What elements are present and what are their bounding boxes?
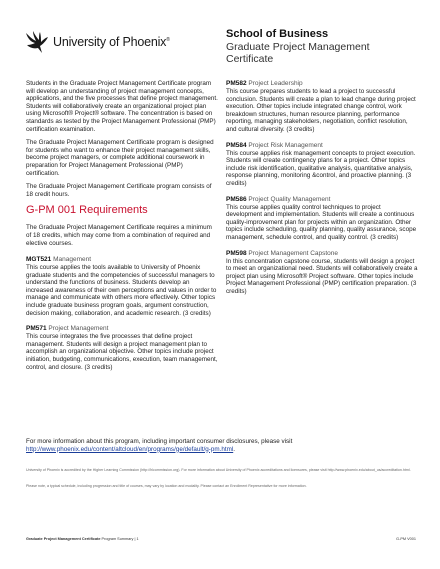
course-code: MGT521 xyxy=(26,256,52,264)
intro-paragraph-3: The Graduate Project Management Certificate program consists of 18 credit hours. xyxy=(26,183,212,198)
course-name: Project Quality Management xyxy=(248,195,331,203)
course-name: Project Management xyxy=(48,325,109,333)
course-name: Project Leadership xyxy=(248,80,303,87)
school-name: School of Business xyxy=(226,28,329,40)
logo-wordmark: University of Phoenix® xyxy=(53,35,170,49)
course-code: PM582 xyxy=(226,80,247,87)
course-title xyxy=(26,256,218,264)
course-title xyxy=(226,250,418,258)
course-title xyxy=(26,325,218,333)
course-mgt521 xyxy=(26,256,218,317)
more-info-text: For more information about this program, including important consumer disclosures, please visit xyxy=(26,438,293,445)
course-pm586 xyxy=(226,196,418,242)
course-pm598 xyxy=(226,250,418,296)
course-description: This course applies quality control techniques to project development and implementation. Students will create a continuous quality-improvement plan for projects within an organization. Other topics include scheduling, quality planning, quality assurance, scope management, schedule control, and quality control. (3 credits) xyxy=(226,203,417,241)
footer-doc-title: Graduate Project Management Certificate xyxy=(26,537,101,541)
course-description: This course applies risk management concepts to project execution. Students will create contingency plans for a project. Other topics include risk identification, qualitative analysis, quantitative analysis, response planning, monitoring &control, and proactive planning. (3 credits) xyxy=(226,149,416,187)
course-code: PM571 xyxy=(26,325,47,333)
university-logo xyxy=(24,28,184,56)
schedule-note: Please note, a typical schedule, including progression and title of courses, may vary by location and modality. Please contact an Enrollment Representative for more information. xyxy=(26,484,307,488)
footer-left xyxy=(26,537,139,542)
course-code: PM586 xyxy=(226,195,247,203)
program-link[interactable]: http://www.phoenix.edu/content/altcloud/en/programs/ge/default/g-pm.html xyxy=(26,445,234,453)
requirements-heading: G-PM 001 Requirements xyxy=(26,204,148,217)
intro-paragraph-1: Students in the Graduate Project Management Certificate program will develop an understanding of project management concepts, applications, and the five processes that define project management. Students will collaboratively create an organizational project plan using Microsoft® Project® software. The concentration is based on standards as tested by the Project Management Professional (PMP) certification examination. xyxy=(26,80,218,133)
document-header xyxy=(226,28,416,65)
course-pm582 xyxy=(226,80,418,134)
course-title xyxy=(226,196,418,204)
course-pm571 xyxy=(26,325,218,371)
course-title xyxy=(226,142,418,150)
phoenix-bird-icon xyxy=(24,29,50,55)
course-name: Project Risk Management xyxy=(248,141,323,149)
footer-doc-code: G-PM V001 xyxy=(396,537,416,541)
footer-doc-subtitle: Program Summary | 1 xyxy=(101,537,139,541)
course-code: PM598 xyxy=(226,249,247,257)
left-column xyxy=(26,80,218,379)
more-info-section xyxy=(26,438,416,453)
accreditation-note: University of Phoenix is accredited by the Higher Learning Commission (http://hlcommission.org). For more information about University of Phoenix accreditations and licensures, please visit http://www.phoenix.edu/about_us/accreditation.html. xyxy=(26,468,411,472)
course-code: PM584 xyxy=(226,141,247,149)
program-title: Graduate Project Management Certificate xyxy=(226,41,370,65)
right-column xyxy=(226,80,418,303)
course-description: This course integrates the five processes that define project management. Students will design a project management plan to accomplish an organizational objective. Other topics include project initiation, budgeting, communications, execution, team management, control, and closure. (3 credits) xyxy=(26,333,218,371)
requirements-paragraph: The Graduate Project Management Certificate requires a minimum of 18 credits, which may come from a combination of required and elective courses. xyxy=(26,224,212,247)
intro-paragraph-2: The Graduate Project Management Certificate program is designed for students who want to enhance their project management skills, become project managers, or complete additional coursework in preparation for Project Management Professional (PMP) certification. xyxy=(26,139,214,177)
more-info-period: . xyxy=(233,445,235,453)
course-description: In this concentration capstone course, students will design a project to meet an organizational need. Students will collaboratively create a project plan using Microsoft® Project software. Other topics include Project Management Professional (PMP) certification preparation. (3 credits) xyxy=(226,257,418,295)
course-description: This course applies the tools available to University of Phoenix graduate students and the competencies of successful managers to understand the functions of business. Students develop an increased awareness of their own perceptions and values in order to manage and communicate with others more effectively. Other topics include graduate business program goals, argument construction, decision making, collaboration, and academic research. (3 credits) xyxy=(26,264,217,317)
course-name: Management xyxy=(53,256,92,264)
course-name: Project Management Capstone xyxy=(248,249,339,257)
page-footer xyxy=(26,537,416,542)
course-description: This course prepares students to lead a project to successful conclusion. Students will create a plan to lead change during project execution. Other topics include integrated change control, work breakdown structures, human resource planning, performance reporting, managing stakeholders, negotiation, conflict resolution, and cultural diversity. (3 credits) xyxy=(226,88,416,133)
course-title xyxy=(226,80,418,88)
course-pm584 xyxy=(226,142,418,188)
